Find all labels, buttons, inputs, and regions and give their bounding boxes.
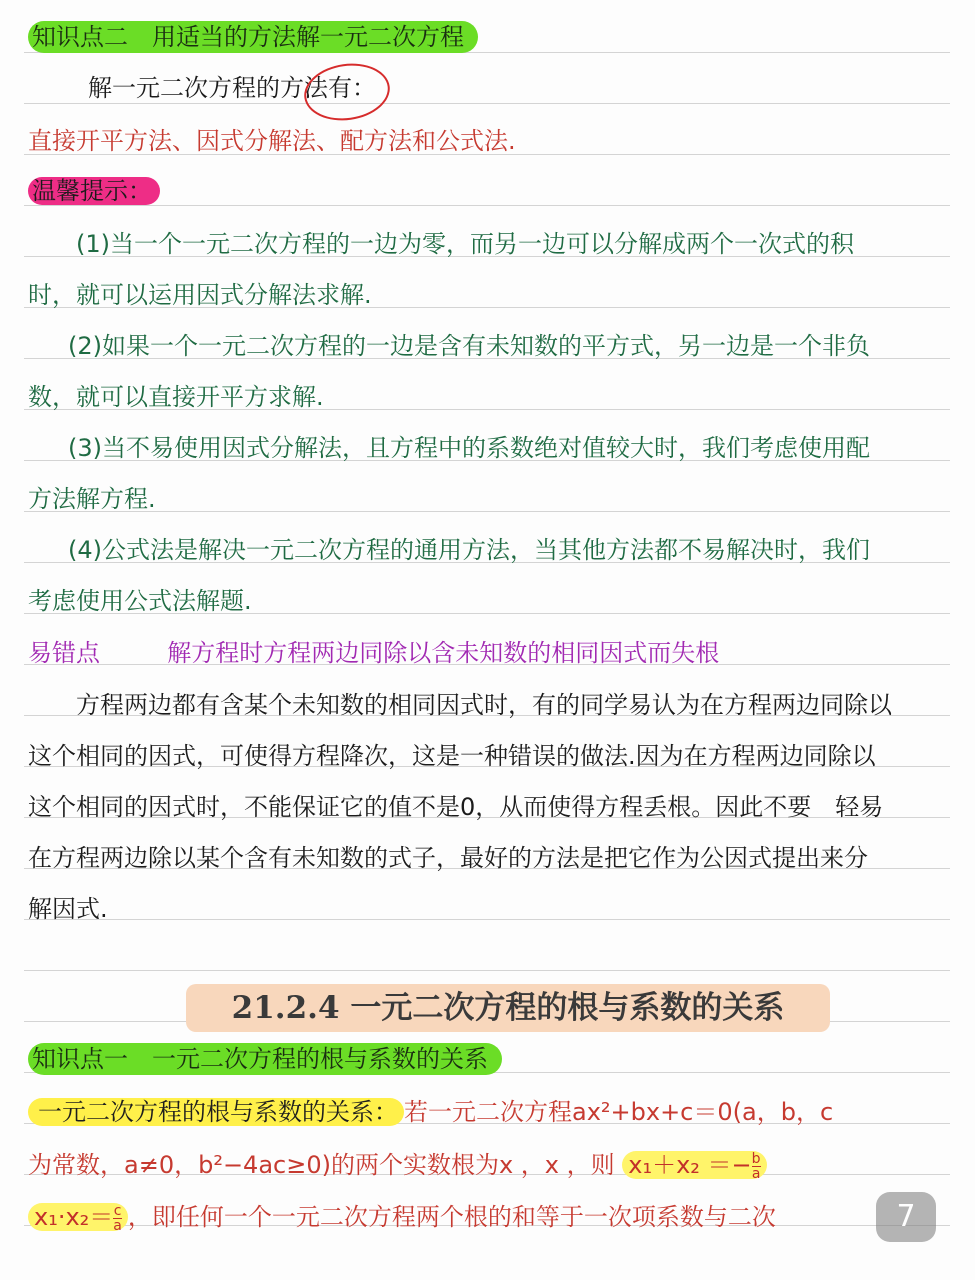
product-fraction	[113, 1204, 122, 1233]
frac-num: c	[113, 1202, 122, 1219]
rule-line	[24, 970, 950, 971]
frac-den: a	[113, 1217, 122, 1234]
section-heading	[28, 22, 478, 52]
relation-text: 若一元二次方程ax²+bx+c＝0(a，b，c	[404, 1098, 834, 1126]
section-title: 21.2.4 一元二次方程的根与系数的关系	[231, 990, 785, 1026]
tip-line: (1)当一个一元二次方程的一边为零，而另一边可以分解成两个一次式的积	[76, 230, 854, 258]
tip-label: 温馨提示：	[28, 177, 160, 205]
rule-line	[24, 919, 950, 920]
sum-formula	[622, 1150, 766, 1182]
error-body-line: 这个相同的因式，可使得方程降次，这是一种错误的做法.因为在方程两边同除以	[28, 742, 876, 770]
relation-line-2	[28, 1150, 767, 1181]
error-title: 解方程时方程两边同除以含未知数的相同因式而失根	[167, 639, 720, 667]
tip-line: 时，就可以运用因式分解法求解.	[28, 281, 372, 309]
rule-line	[24, 511, 950, 512]
relation-label: 一元二次方程的根与系数的关系：	[28, 1098, 404, 1126]
relation-line-3	[28, 1202, 776, 1233]
relation-text: 为常数，a≠0，b²−4ac≥0)的两个实数根为x ，x ，则	[28, 1151, 615, 1179]
error-body-line: 这个相同的因式时，不能保证它的值不是0，从而使得方程丢根。因此不要 轻易	[28, 793, 884, 821]
rule-line	[24, 103, 950, 104]
relation-line-1	[28, 1097, 833, 1127]
tip-line: 方法解方程.	[28, 485, 156, 513]
relation-text: ，即任何一个一元二次方程两个根的和等于一次项系数与二次	[127, 1203, 776, 1231]
error-body-line: 在方程两边除以某个含有未知数的式子，最好的方法是把它作为公因式提出来分	[28, 844, 868, 872]
frac-num: b	[751, 1150, 761, 1167]
heading-highlight: 知识点一 一元二次方程的根与系数的关系	[28, 1043, 502, 1075]
intro-line: 解一元二次方程的方法有：	[88, 74, 376, 102]
product-formula	[28, 1202, 128, 1234]
error-label: 易错点	[28, 639, 100, 667]
heading-highlight: 知识点二 用适当的方法解一元二次方程	[28, 21, 478, 53]
red-circle-annotation	[301, 58, 394, 125]
page-number-badge: 7	[876, 1192, 936, 1242]
tip-line: 考虑使用公式法解题.	[28, 587, 252, 615]
tip-line: 数，就可以直接开平方求解.	[28, 383, 324, 411]
error-body-line: 解因式.	[28, 895, 108, 923]
section2-heading	[28, 1044, 502, 1074]
rule-line	[24, 205, 950, 206]
methods-line: 直接开平方法、因式分解法、配方法和公式法.	[28, 127, 516, 155]
frac-den: a	[751, 1165, 761, 1182]
error-point-line	[28, 638, 719, 668]
tip-label-line	[28, 176, 160, 206]
sum-formula-text: x₁＋x₂ ＝−	[628, 1151, 752, 1179]
tip-line: (4)公式法是解决一元二次方程的通用方法，当其他方法都不易解决时，我们	[68, 536, 870, 564]
sum-fraction	[752, 1152, 761, 1181]
tip-line: (3)当不易使用因式分解法，且方程中的系数绝对值较大时，我们考虑使用配	[68, 434, 870, 462]
tip-line: (2)如果一个一元二次方程的一边是含有未知数的平方式，另一边是一个非负	[68, 332, 870, 360]
product-formula-text: x₁·x₂＝	[34, 1203, 114, 1231]
error-body-line: 方程两边都有含某个未知数的相同因式时，有的同学易认为在方程两边同除以	[76, 691, 892, 719]
